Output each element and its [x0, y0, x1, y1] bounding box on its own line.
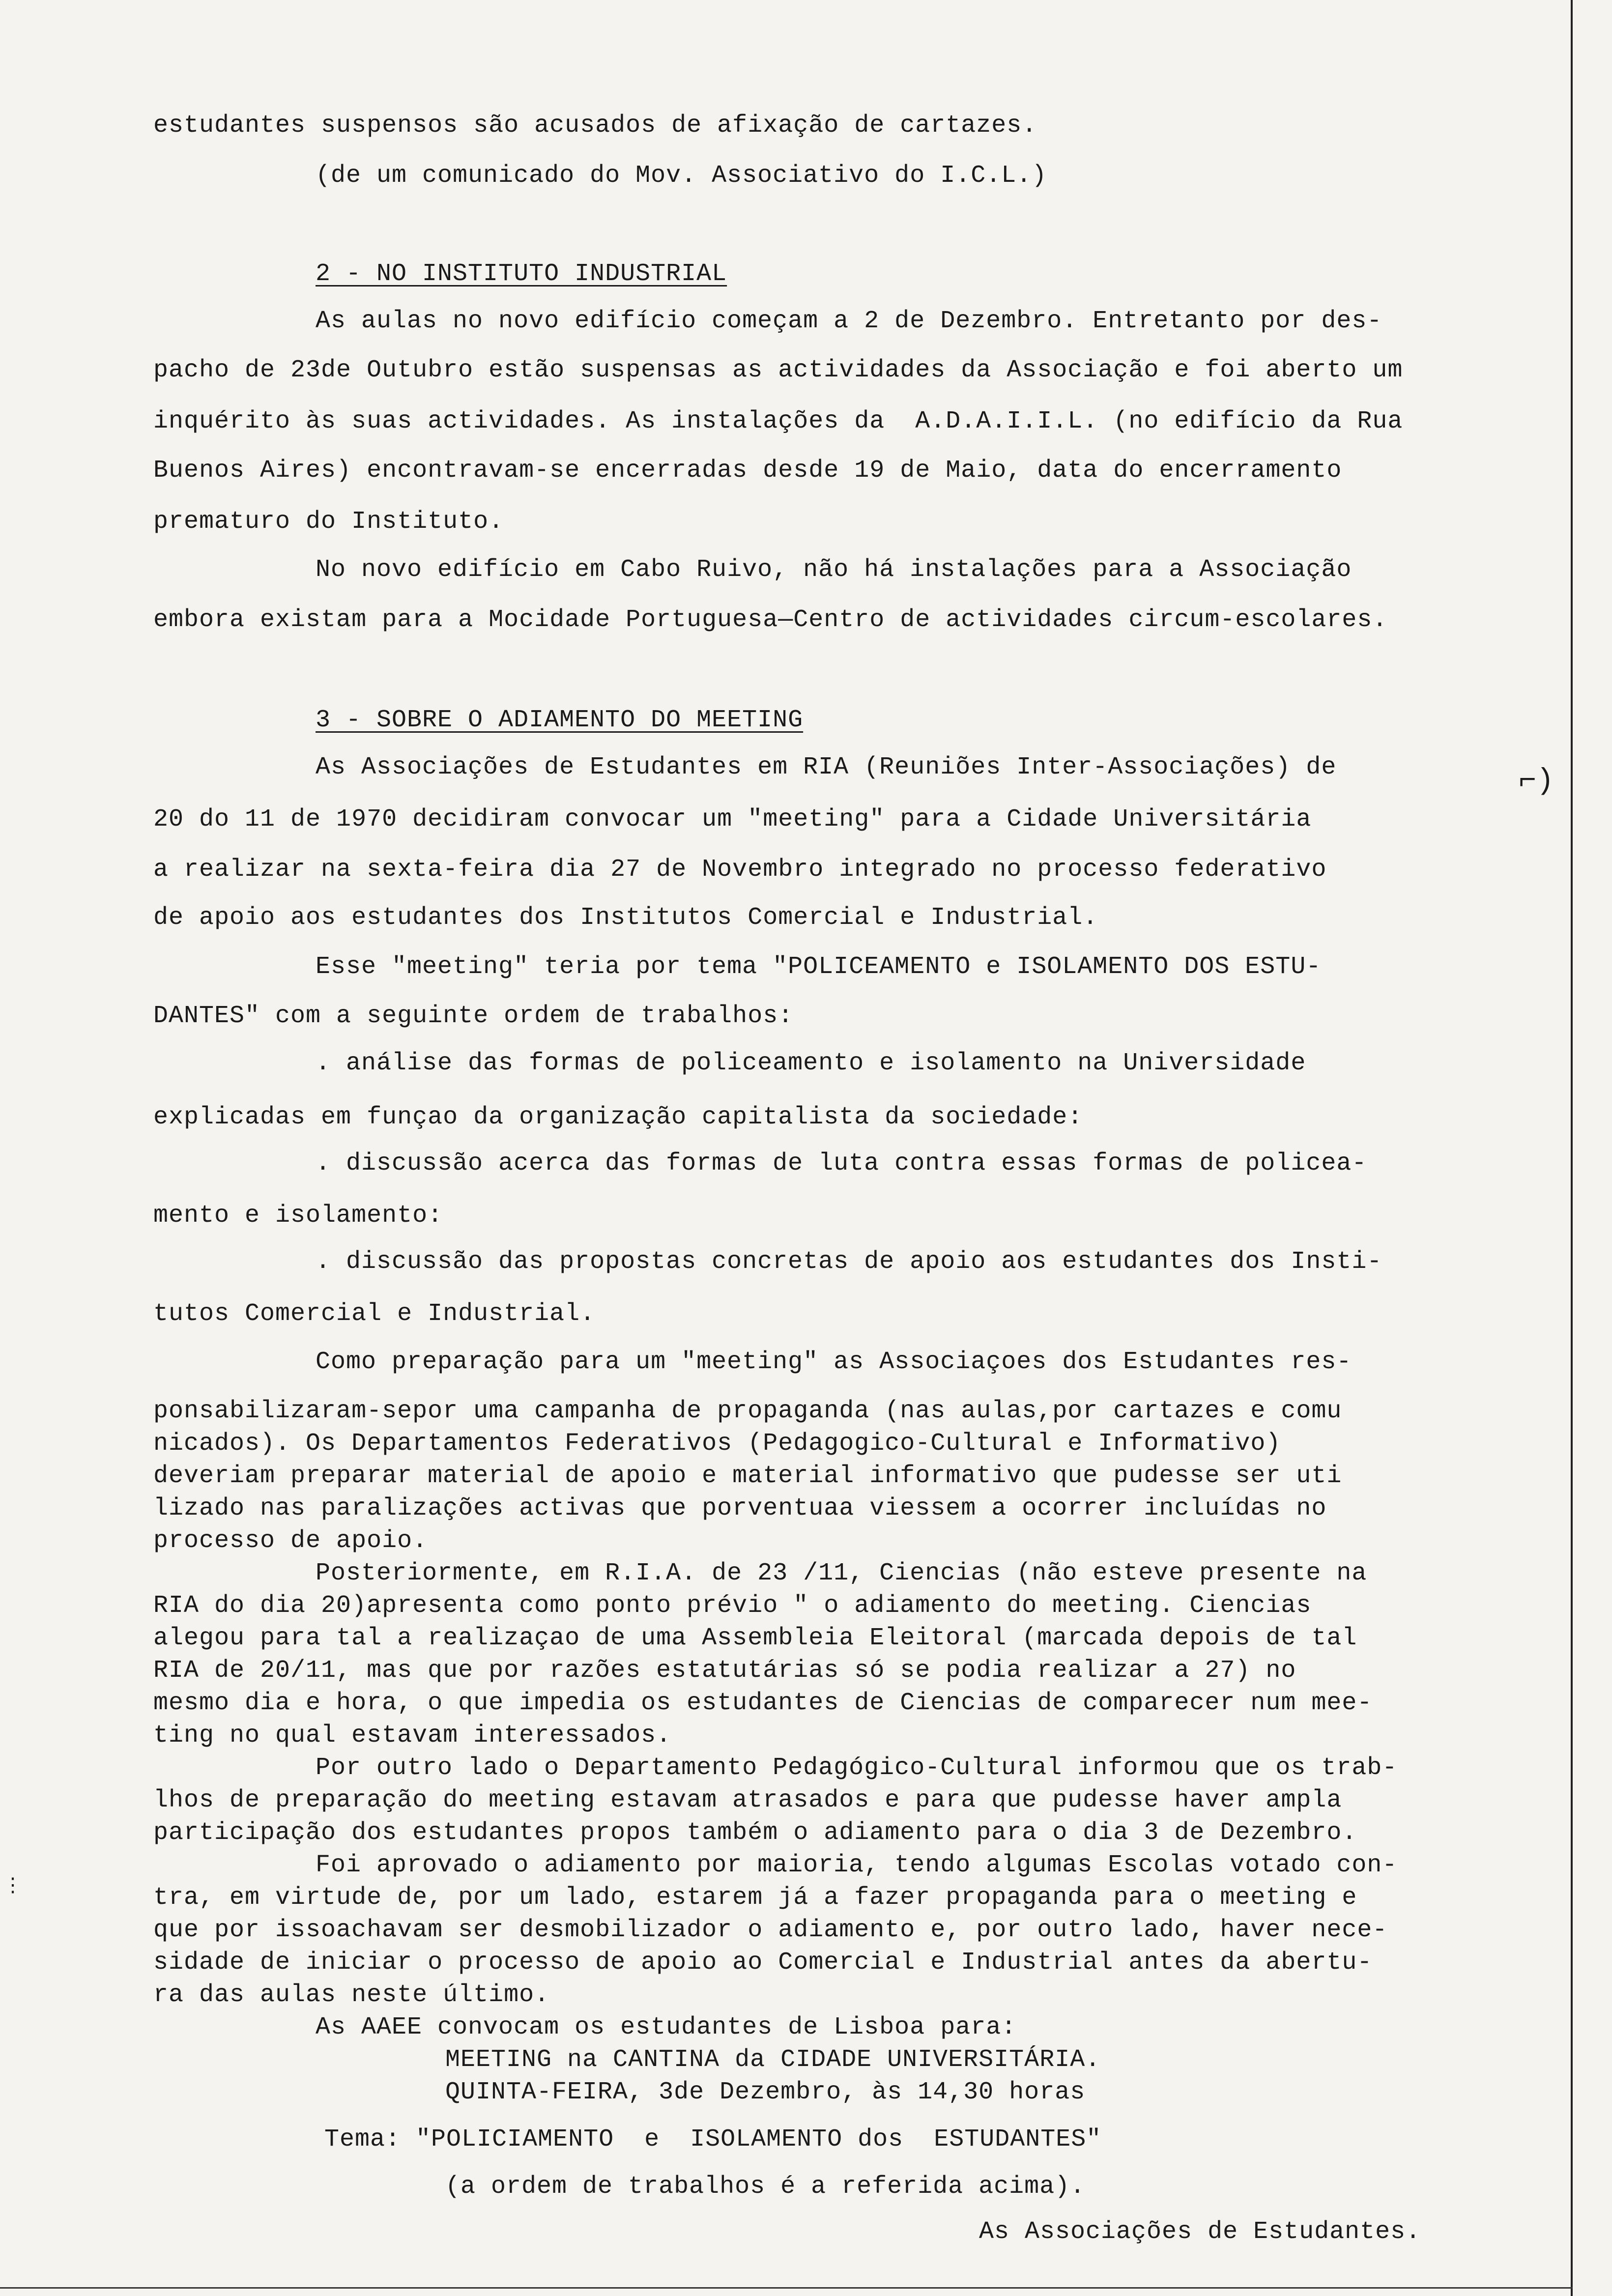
text-line: estudantes suspensos são acusados de afixação de cartazes. — [153, 112, 1037, 140]
meeting-date: QUINTA-FEIRA, 3de Dezembro, às 14,30 horas — [445, 2078, 1086, 2106]
text-line: RIA de 20/11, mas que por razões estatutárias só se podia realizar a 27) no — [153, 1657, 1296, 1685]
bottom-edge-line — [0, 2287, 1573, 2289]
text-line: explicadas em funçao da organização capitalista da sociedade: — [153, 1103, 1083, 1131]
text-line: nicados). Os Departamentos Federativos (Pedagogico-Cultural e Informativo) — [153, 1430, 1281, 1458]
section-heading: 3 - SOBRE O ADIAMENTO DO MEETING — [316, 706, 804, 734]
text-line: alegou para tal a realizaçao de uma Assembleia Eleitoral (marcada depois de tal — [153, 1624, 1357, 1652]
text-line: inquérito às suas actividades. As instalações da A.D.A.I.I.L. (no edifício da Rua — [153, 407, 1403, 435]
text-line: tutos Comercial e Industrial. — [153, 1300, 596, 1328]
text-line: As aulas no novo edifício começam a 2 de Dezembro. Entretanto por des- — [316, 307, 1382, 335]
text-line: No novo edifício em Cabo Ruivo, não há instalações para a Associação — [316, 556, 1352, 584]
text-line: (a ordem de trabalhos é a referida acima). — [445, 2173, 1086, 2201]
text-line: processo de apoio. — [153, 1527, 428, 1555]
text-line: ting no qual estavam interessados. — [153, 1722, 672, 1750]
text-line: As AAEE convocam os estudantes de Lisboa para: — [316, 2013, 1017, 2041]
handwritten-bracket-mark: ⌐) — [1519, 765, 1554, 798]
text-line: lhos de preparação do meeting estavam atrasados e para que pudesse haver ampla — [153, 1786, 1342, 1814]
list-item: . discussão acerca das formas de luta contra essas formas de policea- — [316, 1149, 1367, 1177]
text-line: As Associações de Estudantes em RIA (Reuniões Inter-Associações) de — [316, 753, 1337, 781]
right-margin-line — [1571, 0, 1573, 2296]
text-line: 20 do 11 de 1970 decidiram convocar um "meeting" para a Cidade Universitária — [153, 805, 1312, 833]
text-line: participação dos estudantes propos também o adiamento para o dia 3 de Dezembro. — [153, 1819, 1357, 1847]
text-line: a realizar na sexta-feira dia 27 de Novembro integrado no processo federativo — [153, 856, 1327, 884]
text-line: Como preparação para um "meeting" as Associaçoes dos Estudantes res- — [316, 1348, 1352, 1376]
section-heading: 2 - NO INSTITUTO INDUSTRIAL — [316, 260, 727, 288]
list-item: . análise das formas de policeamento e isolamento na Universidade — [316, 1049, 1306, 1077]
text-line: Buenos Aires) encontravam-se encerradas desde 19 de Maio, data do encerramento — [153, 457, 1342, 485]
text-line: que por issoachavam ser desmobilizador o adiamento e, por outro lado, haver nece- — [153, 1916, 1388, 1944]
text-line: tra, em virtude de, por um lado, estarem já a fazer propaganda para o meeting e — [153, 1884, 1357, 1912]
text-line: ra das aulas neste último. — [153, 1981, 550, 2009]
text-line: RIA do dia 20)apresenta como ponto prévio " o adiamento do meeting. Ciencias — [153, 1592, 1312, 1620]
signature-line: As Associações de Estudantes. — [979, 2218, 1421, 2246]
text-line: Posteriormente, em R.I.A. de 23 /11, Ciencias (não esteve presente na — [316, 1559, 1367, 1587]
meeting-announcement: MEETING na CANTINA da CIDADE UNIVERSITÁRIA. — [445, 2046, 1101, 2074]
text-line: prematuro do Instituto. — [153, 508, 504, 536]
text-line: sidade de iniciar o processo de apoio ao Comercial e Industrial antes da abertu- — [153, 1949, 1373, 1977]
text-line: mento e isolamento: — [153, 1202, 443, 1230]
list-item: . discussão das propostas concretas de apoio aos estudantes dos Insti- — [316, 1248, 1382, 1276]
text-line: lizado nas paralizações activas que porventuaa viessem a ocorrer incluídas no — [153, 1494, 1327, 1522]
text-line: Foi aprovado o adiamento por maioria, tendo algumas Escolas votado con- — [316, 1851, 1398, 1879]
text-line: Esse "meeting" teria por tema "POLICEAMENTO e ISOLAMENTO DOS ESTU- — [316, 953, 1322, 981]
text-line: mesmo dia e hora, o que impedia os estudantes de Ciencias de comparecer num mee- — [153, 1689, 1373, 1717]
text-line: DANTES" com a seguinte ordem de trabalhos: — [153, 1002, 794, 1030]
meeting-theme: Tema: "POLICIAMENTO e ISOLAMENTO dos ESTUDANTES" — [324, 2125, 1102, 2153]
text-line: Por outro lado o Departamento Pedagógico-Cultural informou que os trab- — [316, 1754, 1398, 1782]
text-line: embora existam para a Mocidade Portuguesa—Centro de actividades circum-escolares. — [153, 606, 1388, 634]
text-line: de apoio aos estudantes dos Institutos Comercial e Industrial. — [153, 904, 1098, 932]
text-line: ponsabilizaram-sepor uma campanha de propaganda (nas aulas,por cartazes e comu — [153, 1397, 1342, 1425]
margin-mark: ⋮ — [3, 1876, 23, 1898]
text-line: pacho de 23de Outubro estão suspensas as actividades da Associação e foi aberto um — [153, 356, 1403, 384]
text-line: (de um comunicado do Mov. Associativo do I.C.L.) — [316, 162, 1047, 190]
text-line: deveriam preparar material de apoio e material informativo que pudesse ser uti — [153, 1462, 1342, 1490]
